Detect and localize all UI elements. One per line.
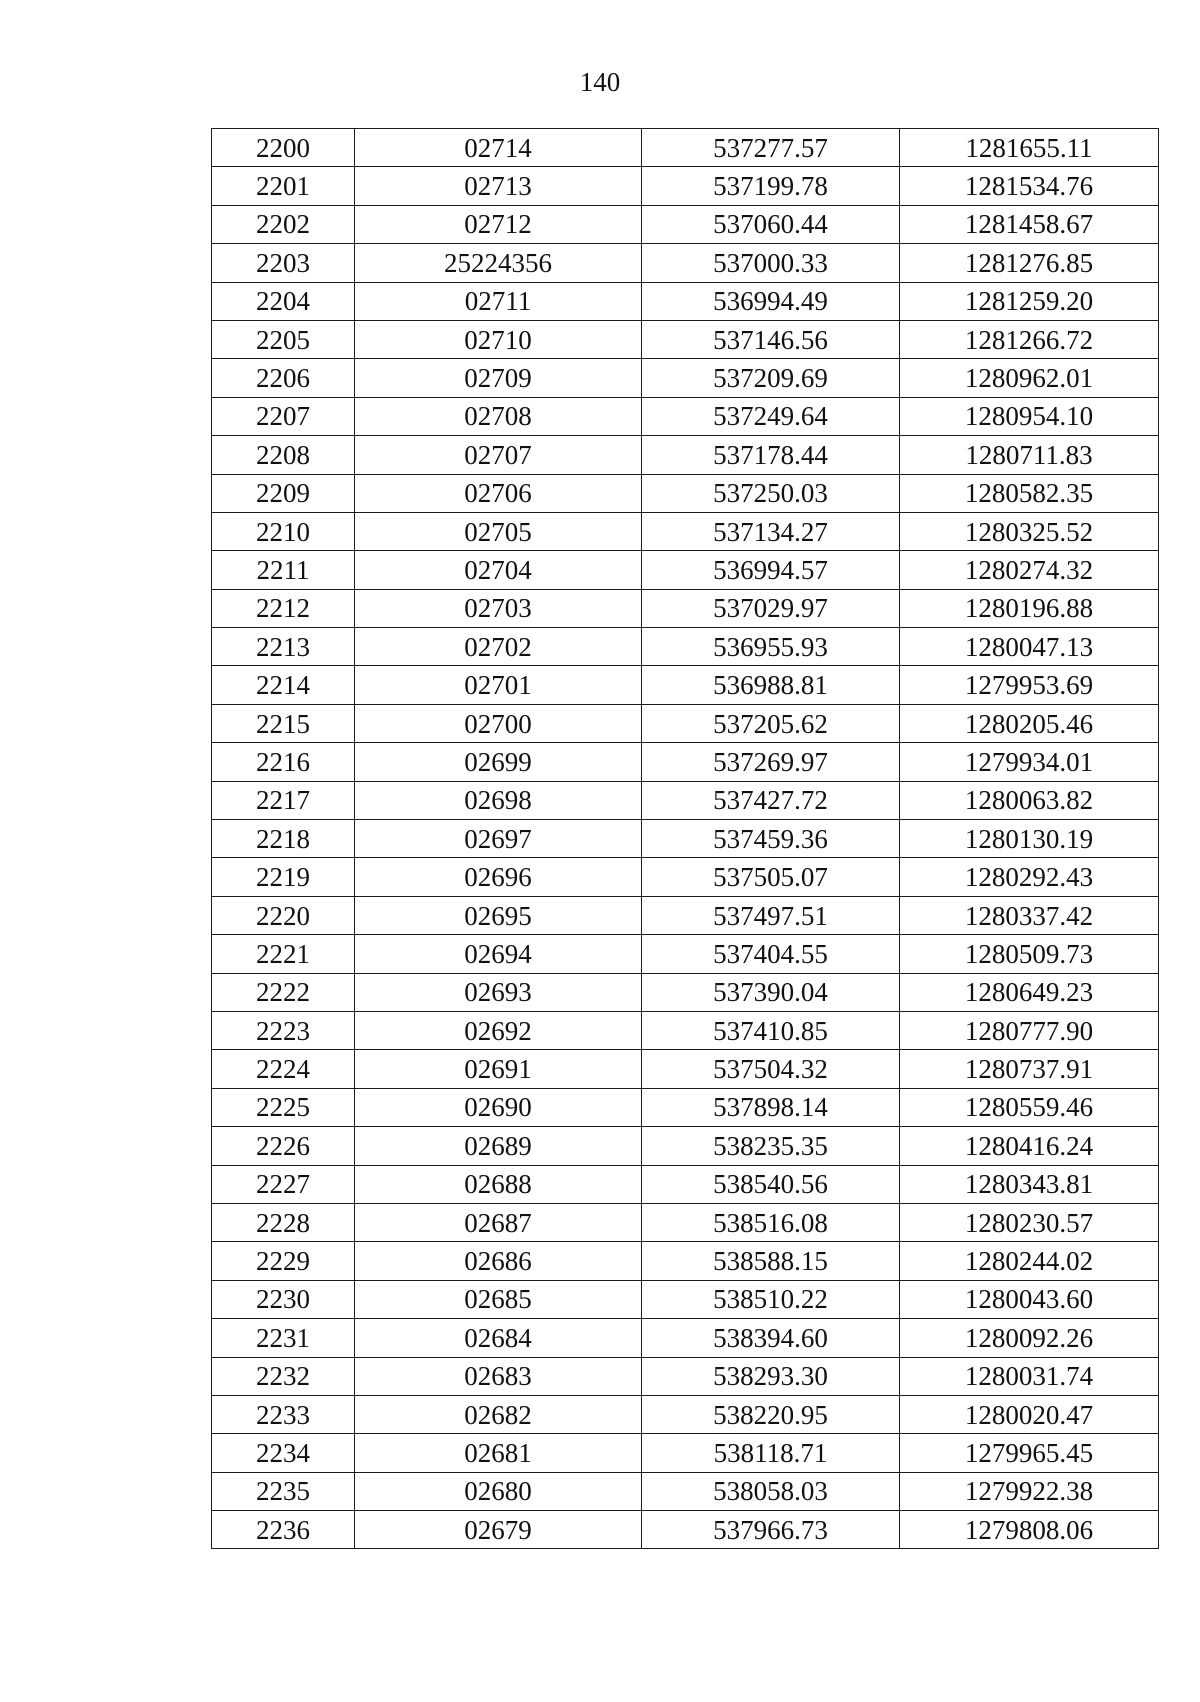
y-coordinate-cell: 1280274.32 bbox=[900, 551, 1159, 589]
table-row bbox=[212, 167, 1159, 205]
table-row bbox=[212, 589, 1159, 627]
y-coordinate-cell: 1280205.46 bbox=[900, 704, 1159, 742]
table-row bbox=[212, 935, 1159, 973]
y-coordinate-cell: 1280043.60 bbox=[900, 1280, 1159, 1318]
x-coordinate-cell: 538540.56 bbox=[642, 1165, 900, 1203]
x-coordinate-cell: 537504.32 bbox=[642, 1050, 900, 1088]
point-number-cell: 2210 bbox=[212, 512, 355, 550]
point-number-cell: 2204 bbox=[212, 282, 355, 320]
x-coordinate-cell: 537269.97 bbox=[642, 743, 900, 781]
point-number-cell: 2222 bbox=[212, 973, 355, 1011]
point-number-cell: 2227 bbox=[212, 1165, 355, 1203]
point-number-cell: 2218 bbox=[212, 820, 355, 858]
y-coordinate-cell: 1281534.76 bbox=[900, 167, 1159, 205]
point-number-cell: 2235 bbox=[212, 1472, 355, 1510]
y-coordinate-cell: 1279922.38 bbox=[900, 1472, 1159, 1510]
y-coordinate-cell: 1281458.67 bbox=[900, 205, 1159, 243]
table-row bbox=[212, 1280, 1159, 1318]
table-row bbox=[212, 129, 1159, 167]
point-code-cell: 25224356 bbox=[355, 244, 642, 282]
point-code-cell: 02699 bbox=[355, 743, 642, 781]
y-coordinate-cell: 1280582.35 bbox=[900, 474, 1159, 512]
x-coordinate-cell: 537459.36 bbox=[642, 820, 900, 858]
point-code-cell: 02691 bbox=[355, 1050, 642, 1088]
point-number-cell: 2228 bbox=[212, 1203, 355, 1241]
point-number-cell: 2212 bbox=[212, 589, 355, 627]
point-code-cell: 02692 bbox=[355, 1011, 642, 1049]
y-coordinate-cell: 1280047.13 bbox=[900, 628, 1159, 666]
table-row bbox=[212, 896, 1159, 934]
y-coordinate-cell: 1280416.24 bbox=[900, 1127, 1159, 1165]
x-coordinate-cell: 537000.33 bbox=[642, 244, 900, 282]
point-number-cell: 2225 bbox=[212, 1088, 355, 1126]
point-code-cell: 02705 bbox=[355, 512, 642, 550]
table-row bbox=[212, 1319, 1159, 1357]
x-coordinate-cell: 537134.27 bbox=[642, 512, 900, 550]
point-number-cell: 2208 bbox=[212, 436, 355, 474]
point-code-cell: 02686 bbox=[355, 1242, 642, 1280]
point-number-cell: 2232 bbox=[212, 1357, 355, 1395]
table-row bbox=[212, 474, 1159, 512]
point-code-cell: 02687 bbox=[355, 1203, 642, 1241]
y-coordinate-cell: 1280092.26 bbox=[900, 1319, 1159, 1357]
x-coordinate-cell: 537427.72 bbox=[642, 781, 900, 819]
point-code-cell: 02694 bbox=[355, 935, 642, 973]
x-coordinate-cell: 537146.56 bbox=[642, 320, 900, 358]
point-code-cell: 02711 bbox=[355, 282, 642, 320]
point-code-cell: 02685 bbox=[355, 1280, 642, 1318]
table-row bbox=[212, 436, 1159, 474]
y-coordinate-cell: 1279953.69 bbox=[900, 666, 1159, 704]
point-code-cell: 02701 bbox=[355, 666, 642, 704]
point-code-cell: 02690 bbox=[355, 1088, 642, 1126]
coordinates-table-body bbox=[212, 129, 1159, 1549]
y-coordinate-cell: 1279808.06 bbox=[900, 1511, 1159, 1549]
point-code-cell: 02698 bbox=[355, 781, 642, 819]
x-coordinate-cell: 537898.14 bbox=[642, 1088, 900, 1126]
point-code-cell: 02697 bbox=[355, 820, 642, 858]
x-coordinate-cell: 536994.49 bbox=[642, 282, 900, 320]
x-coordinate-cell: 538293.30 bbox=[642, 1357, 900, 1395]
table-row bbox=[212, 1434, 1159, 1472]
point-code-cell: 02712 bbox=[355, 205, 642, 243]
point-number-cell: 2229 bbox=[212, 1242, 355, 1280]
y-coordinate-cell: 1280343.81 bbox=[900, 1165, 1159, 1203]
x-coordinate-cell: 538516.08 bbox=[642, 1203, 900, 1241]
point-number-cell: 2200 bbox=[212, 129, 355, 167]
point-number-cell: 2233 bbox=[212, 1395, 355, 1433]
y-coordinate-cell: 1280325.52 bbox=[900, 512, 1159, 550]
table-row bbox=[212, 551, 1159, 589]
y-coordinate-cell: 1280063.82 bbox=[900, 781, 1159, 819]
point-number-cell: 2231 bbox=[212, 1319, 355, 1357]
point-code-cell: 02688 bbox=[355, 1165, 642, 1203]
y-coordinate-cell: 1280954.10 bbox=[900, 397, 1159, 435]
point-code-cell: 02702 bbox=[355, 628, 642, 666]
table-row bbox=[212, 1242, 1159, 1280]
table-row bbox=[212, 743, 1159, 781]
y-coordinate-cell: 1281266.72 bbox=[900, 320, 1159, 358]
x-coordinate-cell: 537249.64 bbox=[642, 397, 900, 435]
x-coordinate-cell: 537209.69 bbox=[642, 359, 900, 397]
point-number-cell: 2201 bbox=[212, 167, 355, 205]
point-number-cell: 2219 bbox=[212, 858, 355, 896]
y-coordinate-cell: 1280649.23 bbox=[900, 973, 1159, 1011]
table-row bbox=[212, 1050, 1159, 1088]
y-coordinate-cell: 1280196.88 bbox=[900, 589, 1159, 627]
x-coordinate-cell: 537205.62 bbox=[642, 704, 900, 742]
y-coordinate-cell: 1280777.90 bbox=[900, 1011, 1159, 1049]
point-number-cell: 2206 bbox=[212, 359, 355, 397]
x-coordinate-cell: 538394.60 bbox=[642, 1319, 900, 1357]
x-coordinate-cell: 537505.07 bbox=[642, 858, 900, 896]
point-number-cell: 2207 bbox=[212, 397, 355, 435]
table-row bbox=[212, 820, 1159, 858]
point-code-cell: 02703 bbox=[355, 589, 642, 627]
x-coordinate-cell: 537277.57 bbox=[642, 129, 900, 167]
point-number-cell: 2224 bbox=[212, 1050, 355, 1088]
y-coordinate-cell: 1280130.19 bbox=[900, 820, 1159, 858]
point-code-cell: 02695 bbox=[355, 896, 642, 934]
y-coordinate-cell: 1279965.45 bbox=[900, 1434, 1159, 1472]
coordinates-table bbox=[211, 128, 1159, 1549]
point-number-cell: 2230 bbox=[212, 1280, 355, 1318]
y-coordinate-cell: 1280711.83 bbox=[900, 436, 1159, 474]
x-coordinate-cell: 537199.78 bbox=[642, 167, 900, 205]
table-row bbox=[212, 397, 1159, 435]
point-number-cell: 2220 bbox=[212, 896, 355, 934]
point-code-cell: 02683 bbox=[355, 1357, 642, 1395]
x-coordinate-cell: 537497.51 bbox=[642, 896, 900, 934]
table-row bbox=[212, 1127, 1159, 1165]
point-number-cell: 2211 bbox=[212, 551, 355, 589]
point-code-cell: 02709 bbox=[355, 359, 642, 397]
y-coordinate-cell: 1280031.74 bbox=[900, 1357, 1159, 1395]
point-number-cell: 2236 bbox=[212, 1511, 355, 1549]
point-code-cell: 02713 bbox=[355, 167, 642, 205]
x-coordinate-cell: 537029.97 bbox=[642, 589, 900, 627]
point-number-cell: 2223 bbox=[212, 1011, 355, 1049]
point-code-cell: 02682 bbox=[355, 1395, 642, 1433]
point-number-cell: 2205 bbox=[212, 320, 355, 358]
point-number-cell: 2221 bbox=[212, 935, 355, 973]
y-coordinate-cell: 1280292.43 bbox=[900, 858, 1159, 896]
x-coordinate-cell: 536955.93 bbox=[642, 628, 900, 666]
x-coordinate-cell: 538118.71 bbox=[642, 1434, 900, 1472]
point-code-cell: 02710 bbox=[355, 320, 642, 358]
table-row bbox=[212, 1357, 1159, 1395]
x-coordinate-cell: 538588.15 bbox=[642, 1242, 900, 1280]
y-coordinate-cell: 1280337.42 bbox=[900, 896, 1159, 934]
x-coordinate-cell: 537404.55 bbox=[642, 935, 900, 973]
table-row bbox=[212, 512, 1159, 550]
table-row bbox=[212, 1088, 1159, 1126]
table-row bbox=[212, 704, 1159, 742]
x-coordinate-cell: 537390.04 bbox=[642, 973, 900, 1011]
point-code-cell: 02689 bbox=[355, 1127, 642, 1165]
point-code-cell: 02714 bbox=[355, 129, 642, 167]
table-row bbox=[212, 282, 1159, 320]
point-number-cell: 2226 bbox=[212, 1127, 355, 1165]
point-code-cell: 02707 bbox=[355, 436, 642, 474]
point-code-cell: 02681 bbox=[355, 1434, 642, 1472]
point-code-cell: 02684 bbox=[355, 1319, 642, 1357]
x-coordinate-cell: 536994.57 bbox=[642, 551, 900, 589]
y-coordinate-cell: 1281276.85 bbox=[900, 244, 1159, 282]
point-code-cell: 02680 bbox=[355, 1472, 642, 1510]
y-coordinate-cell: 1280509.73 bbox=[900, 935, 1159, 973]
point-number-cell: 2214 bbox=[212, 666, 355, 704]
point-number-cell: 2213 bbox=[212, 628, 355, 666]
point-code-cell: 02700 bbox=[355, 704, 642, 742]
point-code-cell: 02708 bbox=[355, 397, 642, 435]
point-number-cell: 2216 bbox=[212, 743, 355, 781]
point-number-cell: 2209 bbox=[212, 474, 355, 512]
table-row bbox=[212, 205, 1159, 243]
point-code-cell: 02706 bbox=[355, 474, 642, 512]
x-coordinate-cell: 538220.95 bbox=[642, 1395, 900, 1433]
table-row bbox=[212, 1511, 1159, 1549]
point-code-cell: 02679 bbox=[355, 1511, 642, 1549]
y-coordinate-cell: 1280962.01 bbox=[900, 359, 1159, 397]
table-row bbox=[212, 1203, 1159, 1241]
point-code-cell: 02704 bbox=[355, 551, 642, 589]
x-coordinate-cell: 536988.81 bbox=[642, 666, 900, 704]
table-row bbox=[212, 628, 1159, 666]
x-coordinate-cell: 538235.35 bbox=[642, 1127, 900, 1165]
table-row bbox=[212, 1011, 1159, 1049]
y-coordinate-cell: 1279934.01 bbox=[900, 743, 1159, 781]
table-row bbox=[212, 858, 1159, 896]
table-row bbox=[212, 1165, 1159, 1203]
x-coordinate-cell: 537966.73 bbox=[642, 1511, 900, 1549]
y-coordinate-cell: 1280559.46 bbox=[900, 1088, 1159, 1126]
y-coordinate-cell: 1280020.47 bbox=[900, 1395, 1159, 1433]
point-number-cell: 2202 bbox=[212, 205, 355, 243]
y-coordinate-cell: 1281655.11 bbox=[900, 129, 1159, 167]
table-row bbox=[212, 1472, 1159, 1510]
x-coordinate-cell: 538510.22 bbox=[642, 1280, 900, 1318]
point-code-cell: 02693 bbox=[355, 973, 642, 1011]
y-coordinate-cell: 1280230.57 bbox=[900, 1203, 1159, 1241]
x-coordinate-cell: 537250.03 bbox=[642, 474, 900, 512]
table-row bbox=[212, 1395, 1159, 1433]
table-row bbox=[212, 781, 1159, 819]
point-number-cell: 2234 bbox=[212, 1434, 355, 1472]
table-row bbox=[212, 973, 1159, 1011]
point-number-cell: 2217 bbox=[212, 781, 355, 819]
point-number-cell: 2215 bbox=[212, 704, 355, 742]
x-coordinate-cell: 537410.85 bbox=[642, 1011, 900, 1049]
y-coordinate-cell: 1281259.20 bbox=[900, 282, 1159, 320]
y-coordinate-cell: 1280737.91 bbox=[900, 1050, 1159, 1088]
table-row bbox=[212, 244, 1159, 282]
point-number-cell: 2203 bbox=[212, 244, 355, 282]
table-row bbox=[212, 320, 1159, 358]
table-row bbox=[212, 359, 1159, 397]
point-code-cell: 02696 bbox=[355, 858, 642, 896]
table-row bbox=[212, 666, 1159, 704]
x-coordinate-cell: 538058.03 bbox=[642, 1472, 900, 1510]
y-coordinate-cell: 1280244.02 bbox=[900, 1242, 1159, 1280]
x-coordinate-cell: 537178.44 bbox=[642, 436, 900, 474]
x-coordinate-cell: 537060.44 bbox=[642, 205, 900, 243]
page-number: 140 bbox=[579, 67, 621, 97]
